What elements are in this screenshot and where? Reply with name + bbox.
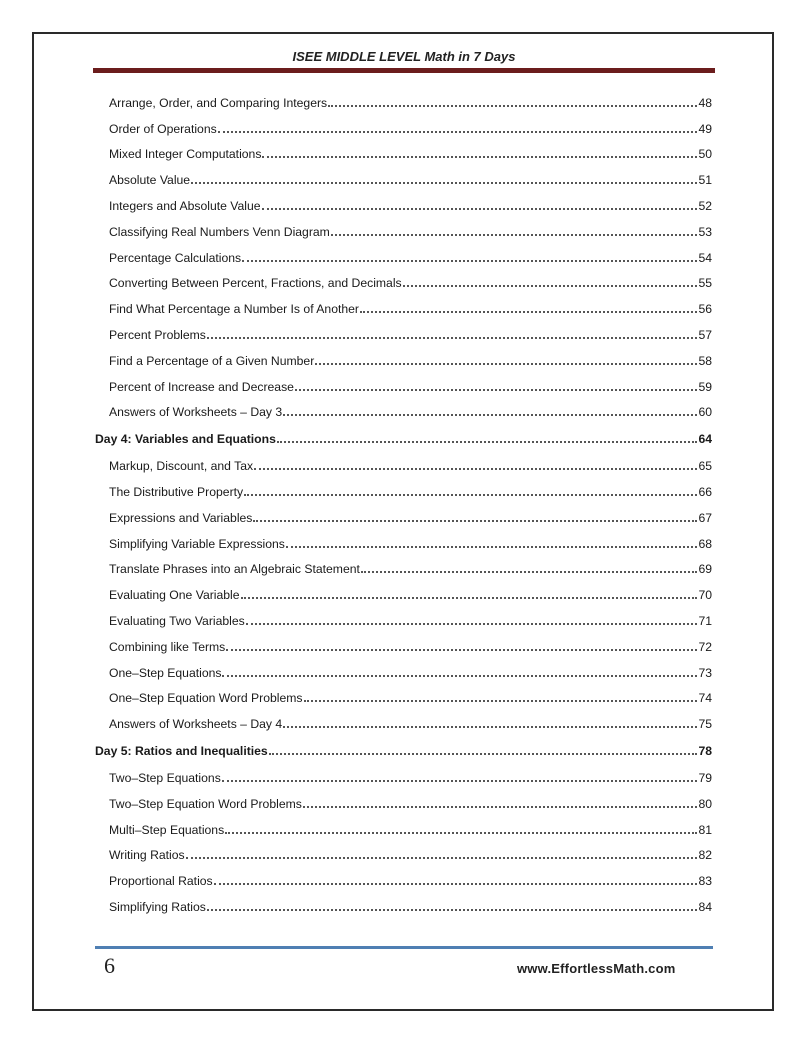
toc-entry[interactable]	[95, 348, 712, 374]
toc-entry-label: Percent Problems	[109, 327, 206, 342]
toc-entry-label: Multi–Step Equations	[109, 822, 225, 837]
toc-entry-page: 49	[698, 121, 712, 136]
toc-entry-label: The Distributive Property	[109, 484, 244, 499]
toc-entry[interactable]	[95, 90, 712, 116]
toc-entry[interactable]	[95, 374, 712, 400]
toc-entry-page: 55	[698, 276, 712, 291]
toc-entry-page: 67	[698, 510, 712, 525]
toc-entry[interactable]	[95, 868, 712, 894]
toc-dot-leader	[262, 208, 698, 210]
toc-entry-page: 75	[698, 717, 712, 732]
toc-entry-page: 70	[698, 588, 712, 603]
toc-entry[interactable]	[95, 400, 712, 426]
toc-entry[interactable]	[95, 453, 712, 479]
footer-url[interactable]: www.EffortlessMath.com	[517, 961, 676, 976]
toc-entry-page: 73	[698, 665, 712, 680]
toc-dot-leader	[254, 468, 697, 470]
toc-entry-label: Converting Between Percent, Fractions, and Decimals	[109, 276, 402, 291]
toc-entry-page: 56	[698, 302, 712, 317]
toc-entry-page: 81	[698, 822, 712, 837]
toc-entry[interactable]	[95, 479, 712, 505]
toc-entry-label: Day 4: Variables and Equations	[95, 432, 276, 447]
toc-entry-label: Markup, Discount, and Tax	[109, 459, 254, 474]
toc-entry-label: Answers of Worksheets – Day 4	[109, 717, 283, 732]
toc-entry[interactable]	[95, 296, 712, 322]
toc-dot-leader	[222, 780, 698, 782]
toc-dot-leader	[191, 182, 697, 184]
toc-dot-leader	[286, 546, 698, 548]
toc-entry-label: Absolute Value	[109, 173, 191, 188]
toc-dot-leader	[226, 649, 697, 651]
toc-dot-leader	[303, 806, 698, 808]
toc-entry-page: 69	[698, 562, 712, 577]
toc-dot-leader	[218, 131, 698, 133]
toc-entry[interactable]	[95, 634, 712, 660]
toc-entry-page: 68	[698, 536, 712, 551]
toc-entry-page: 59	[698, 379, 712, 394]
toc-entry[interactable]	[95, 817, 712, 843]
toc-entry-label: Integers and Absolute Value	[109, 198, 261, 213]
toc-entry-page: 58	[698, 353, 712, 368]
toc-entry-label: Mixed Integer Computations	[109, 147, 262, 162]
toc-dot-leader	[277, 441, 698, 443]
toc-entry-label: Arrange, Order, and Comparing Integers	[109, 95, 328, 110]
toc-entry-label: One–Step Equations	[109, 665, 222, 680]
toc-entry-label: Order of Operations	[109, 121, 217, 136]
toc-entry-label: Expressions and Variables	[109, 510, 253, 525]
toc-dot-leader	[269, 753, 698, 755]
toc-entry[interactable]	[95, 167, 712, 193]
toc-dot-leader	[283, 726, 697, 728]
toc-entry[interactable]	[95, 608, 712, 634]
toc-entry-label: Combining like Terms	[109, 639, 226, 654]
toc-entry-page: 80	[698, 796, 712, 811]
toc-entry[interactable]	[95, 245, 712, 271]
toc-entry-page: 54	[698, 250, 712, 265]
toc-entry[interactable]	[95, 660, 712, 686]
toc-dot-leader	[360, 311, 697, 313]
toc-entry-label: Percentage Calculations	[109, 250, 242, 265]
toc-dot-leader	[283, 414, 697, 416]
toc-entry-label: Day 5: Ratios and Inequalities	[95, 744, 268, 759]
toc-entry[interactable]	[95, 686, 712, 712]
toc-entry[interactable]	[95, 557, 712, 583]
toc-entry-page: 52	[698, 198, 712, 213]
toc-entry[interactable]	[95, 193, 712, 219]
toc-entry-label: Two–Step Equations	[109, 770, 221, 785]
toc-entry[interactable]	[95, 505, 712, 531]
toc-entry-page: 82	[698, 848, 712, 863]
toc-entry[interactable]	[95, 142, 712, 168]
toc-section-entry[interactable]	[95, 425, 712, 453]
toc-entry-page: 53	[698, 224, 712, 239]
toc-entry-label: One–Step Equation Word Problems	[109, 691, 303, 706]
toc-dot-leader	[253, 520, 697, 522]
toc-entry-label: Answers of Worksheets – Day 3	[109, 405, 283, 420]
toc-dot-leader	[207, 337, 698, 339]
toc-dot-leader	[214, 883, 698, 885]
toc-entry-label: Evaluating Two Variables	[109, 613, 245, 628]
toc-entry[interactable]	[95, 322, 712, 348]
toc-entry-label: Find a Percentage of a Given Number	[109, 353, 315, 368]
toc-entry[interactable]	[95, 582, 712, 608]
toc-section-entry[interactable]	[95, 737, 712, 765]
toc-dot-leader	[242, 260, 697, 262]
toc-dot-leader	[244, 494, 697, 496]
toc-entry-page: 57	[698, 327, 712, 342]
toc-entry-label: Translate Phrases into an Algebraic Statement	[109, 562, 360, 577]
toc-dot-leader	[222, 675, 697, 677]
toc-entry-page: 74	[698, 691, 712, 706]
toc-entry[interactable]	[95, 271, 712, 297]
toc-entry-label: Writing Ratios	[109, 848, 185, 863]
toc-dot-leader	[315, 363, 697, 365]
toc-entry[interactable]	[95, 894, 712, 920]
toc-dot-leader	[207, 909, 698, 911]
toc-dot-leader	[403, 285, 698, 287]
toc-dot-leader	[331, 234, 698, 236]
toc-entry-page: 51	[698, 173, 712, 188]
toc-entry[interactable]	[95, 531, 712, 557]
toc-dot-leader	[304, 700, 698, 702]
table-of-contents	[95, 90, 712, 920]
toc-entry-label: Percent of Increase and Decrease	[109, 379, 294, 394]
toc-entry-page: 71	[698, 613, 712, 628]
toc-dot-leader	[328, 105, 697, 107]
toc-entry-page: 72	[698, 639, 712, 654]
page-number: 6	[104, 953, 115, 978]
header-title: ISEE MIDDLE LEVEL Math in 7 Days	[292, 49, 516, 64]
toc-entry[interactable]	[95, 116, 712, 142]
toc-entry-page: 64	[698, 432, 712, 447]
toc-dot-leader	[262, 156, 697, 158]
toc-entry-page: 78	[698, 744, 712, 759]
footer-rule	[95, 946, 713, 949]
toc-entry-page: 50	[698, 147, 712, 162]
toc-entry-page: 83	[698, 874, 712, 889]
toc-entry-label: Two–Step Equation Word Problems	[109, 796, 302, 811]
toc-entry[interactable]	[95, 843, 712, 869]
toc-dot-leader	[241, 597, 698, 599]
toc-dot-leader	[295, 389, 697, 391]
toc-dot-leader	[361, 571, 698, 573]
toc-entry-page: 48	[698, 95, 712, 110]
toc-entry-label: Proportional Ratios	[109, 874, 213, 889]
toc-dot-leader	[186, 857, 698, 859]
header-rule	[93, 68, 715, 73]
toc-entry-label: Evaluating One Variable	[109, 588, 240, 603]
toc-entry-label: Find What Percentage a Number Is of Another	[109, 302, 359, 317]
toc-entry[interactable]	[95, 765, 712, 791]
toc-entry-label: Simplifying Variable Expressions	[109, 536, 285, 551]
toc-dot-leader	[246, 623, 698, 625]
toc-entry-page: 79	[698, 770, 712, 785]
toc-entry-page: 60	[698, 405, 712, 420]
toc-entry[interactable]	[95, 791, 712, 817]
toc-entry[interactable]	[95, 219, 712, 245]
toc-entry-label: Classifying Real Numbers Venn Diagram	[109, 224, 330, 239]
toc-dot-leader	[225, 832, 697, 834]
toc-entry-page: 84	[698, 899, 712, 914]
toc-entry-page: 66	[698, 484, 712, 499]
toc-entry-page: 65	[698, 459, 712, 474]
toc-entry[interactable]	[95, 711, 712, 737]
toc-entry-label: Simplifying Ratios	[109, 899, 206, 914]
